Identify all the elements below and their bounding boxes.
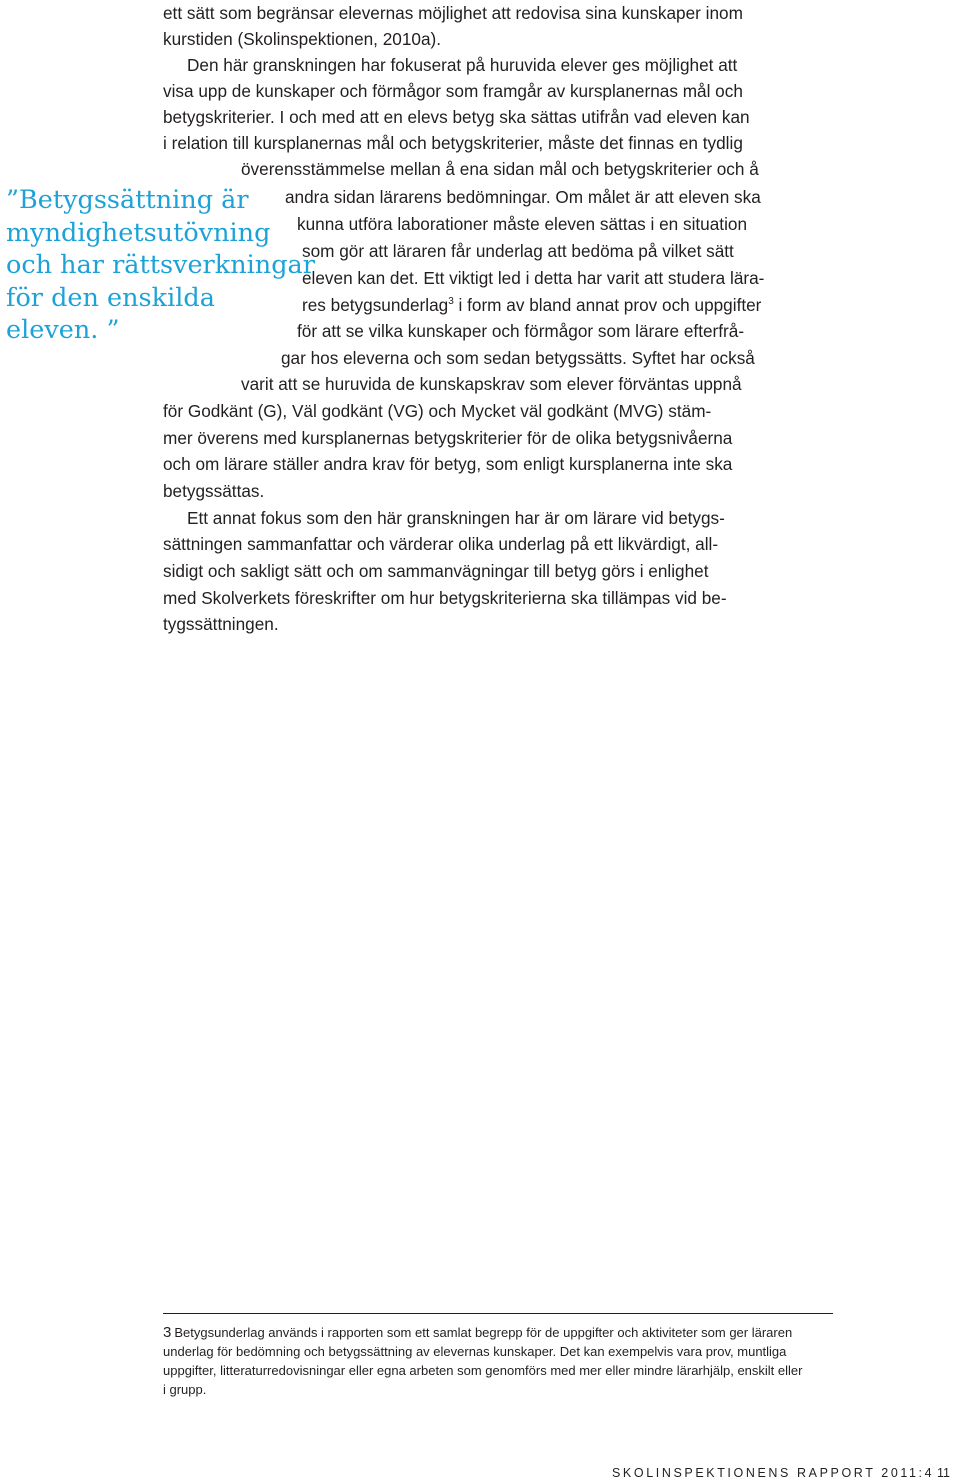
pull-quote-line: för den enskilda [6,282,215,313]
footnote-divider [163,1313,833,1314]
body-line: kunna utföra laborationer måste eleven sättas i en situation [297,214,748,234]
body-line: sidigt och sakligt sätt och om sammanvägningar till betyg görs i enlighet [163,561,709,581]
body-line: för Godkänt (G), Väl godkänt (VG) och Mycket väl godkänt (MVG) stäm- [163,401,712,421]
body-line: överensstämmelse mellan å ena sidan mål och betygskriterier och å [241,159,759,179]
pull-quote-line: myndighetsutövning [6,217,271,248]
body-line: gar hos eleverna och som sedan betygssätts. Syftet har också [281,348,755,368]
footnote-line: i grupp. [163,1382,207,1397]
body-line: sättningen sammanfattar och värderar olika underlag på ett likvärdigt, all- [163,534,719,554]
pull-quote [6,184,315,347]
footnote-number: 3 [163,1324,172,1341]
body-line: och om lärare ställer andra krav för betyg, som enligt kursplanerna inte ska [163,454,733,474]
body-line-part: i form av bland annat prov och uppgifter [453,295,762,315]
body-line: med Skolverkets föreskrifter om hur betygskriterierna ska tillämpas vid be- [163,588,727,608]
body-line: visa upp de kunskaper och förmågor som framgår av kursplanernas mål och [163,81,743,101]
body-line: betygssättas. [163,481,265,501]
page-number: 11 [937,1466,950,1480]
pull-quote-line: och har rättsverkningar [6,250,315,280]
footnote-line [163,1323,792,1342]
pull-quote-line: ”Betygssättning är [6,185,249,215]
body-line: för att se vilka kunskaper och förmågor som lärare efterfrå- [297,321,745,341]
report-title: SKOLINSPEKTIONENS RAPPORT 2011:4 [612,1466,935,1480]
body-line: kurstiden (Skolinspektionen, 2010a). [163,29,442,49]
body-line-part: res betygsunderlag [302,295,449,315]
body-line: eleven kan det. Ett viktigt led i detta har varit att studera lära- [302,268,765,288]
body-line: Den här granskningen har fokuserat på huruvida elever ges möjlighet att [187,55,738,75]
body-line: betygskriterier. I och med att en elevs betyg ska sättas utifrån vad eleven kan [163,107,750,127]
body-line: andra sidan lärarens bedömningar. Om målet är att eleven ska [285,187,761,207]
body-line: tygssättningen. [163,614,279,634]
body-line: mer överens med kursplanernas betygskriterier för de olika betygsnivåerna [163,428,733,448]
body-line [302,292,761,318]
footnote-reference: 3 [448,296,454,307]
footnote-text: Betygsunderlag används i rapporten som ett samlat begrepp för de uppgifter och aktiviteter som ger läraren [174,1325,793,1340]
body-line: Ett annat fokus som den här granskningen har är om lärare vid betygs- [187,508,725,528]
body-line: i relation till kursplanernas mål och betygskriterier, måste det finnas en tydlig [163,133,743,153]
body-line: ett sätt som begränsar elevernas möjlighet att redovisa sina kunskaper inom [163,3,743,23]
pull-quote-line: eleven. ” [6,315,120,345]
body-line: varit att se huruvida de kunskapskrav som elever förväntas uppnå [241,374,742,394]
body-line: som gör att läraren får underlag att bedöma på vilket sätt [302,241,734,261]
footnote-line: uppgifter, litteraturredovisningar eller egna arbeten som genomförs med mer eller mindre lärarhjälp, enskilt eller [163,1363,803,1378]
footnote-line: underlag för bedömning och betygssättning av elevernas kunskaper. Det kan exempelvis vara prov, muntliga [163,1344,787,1359]
